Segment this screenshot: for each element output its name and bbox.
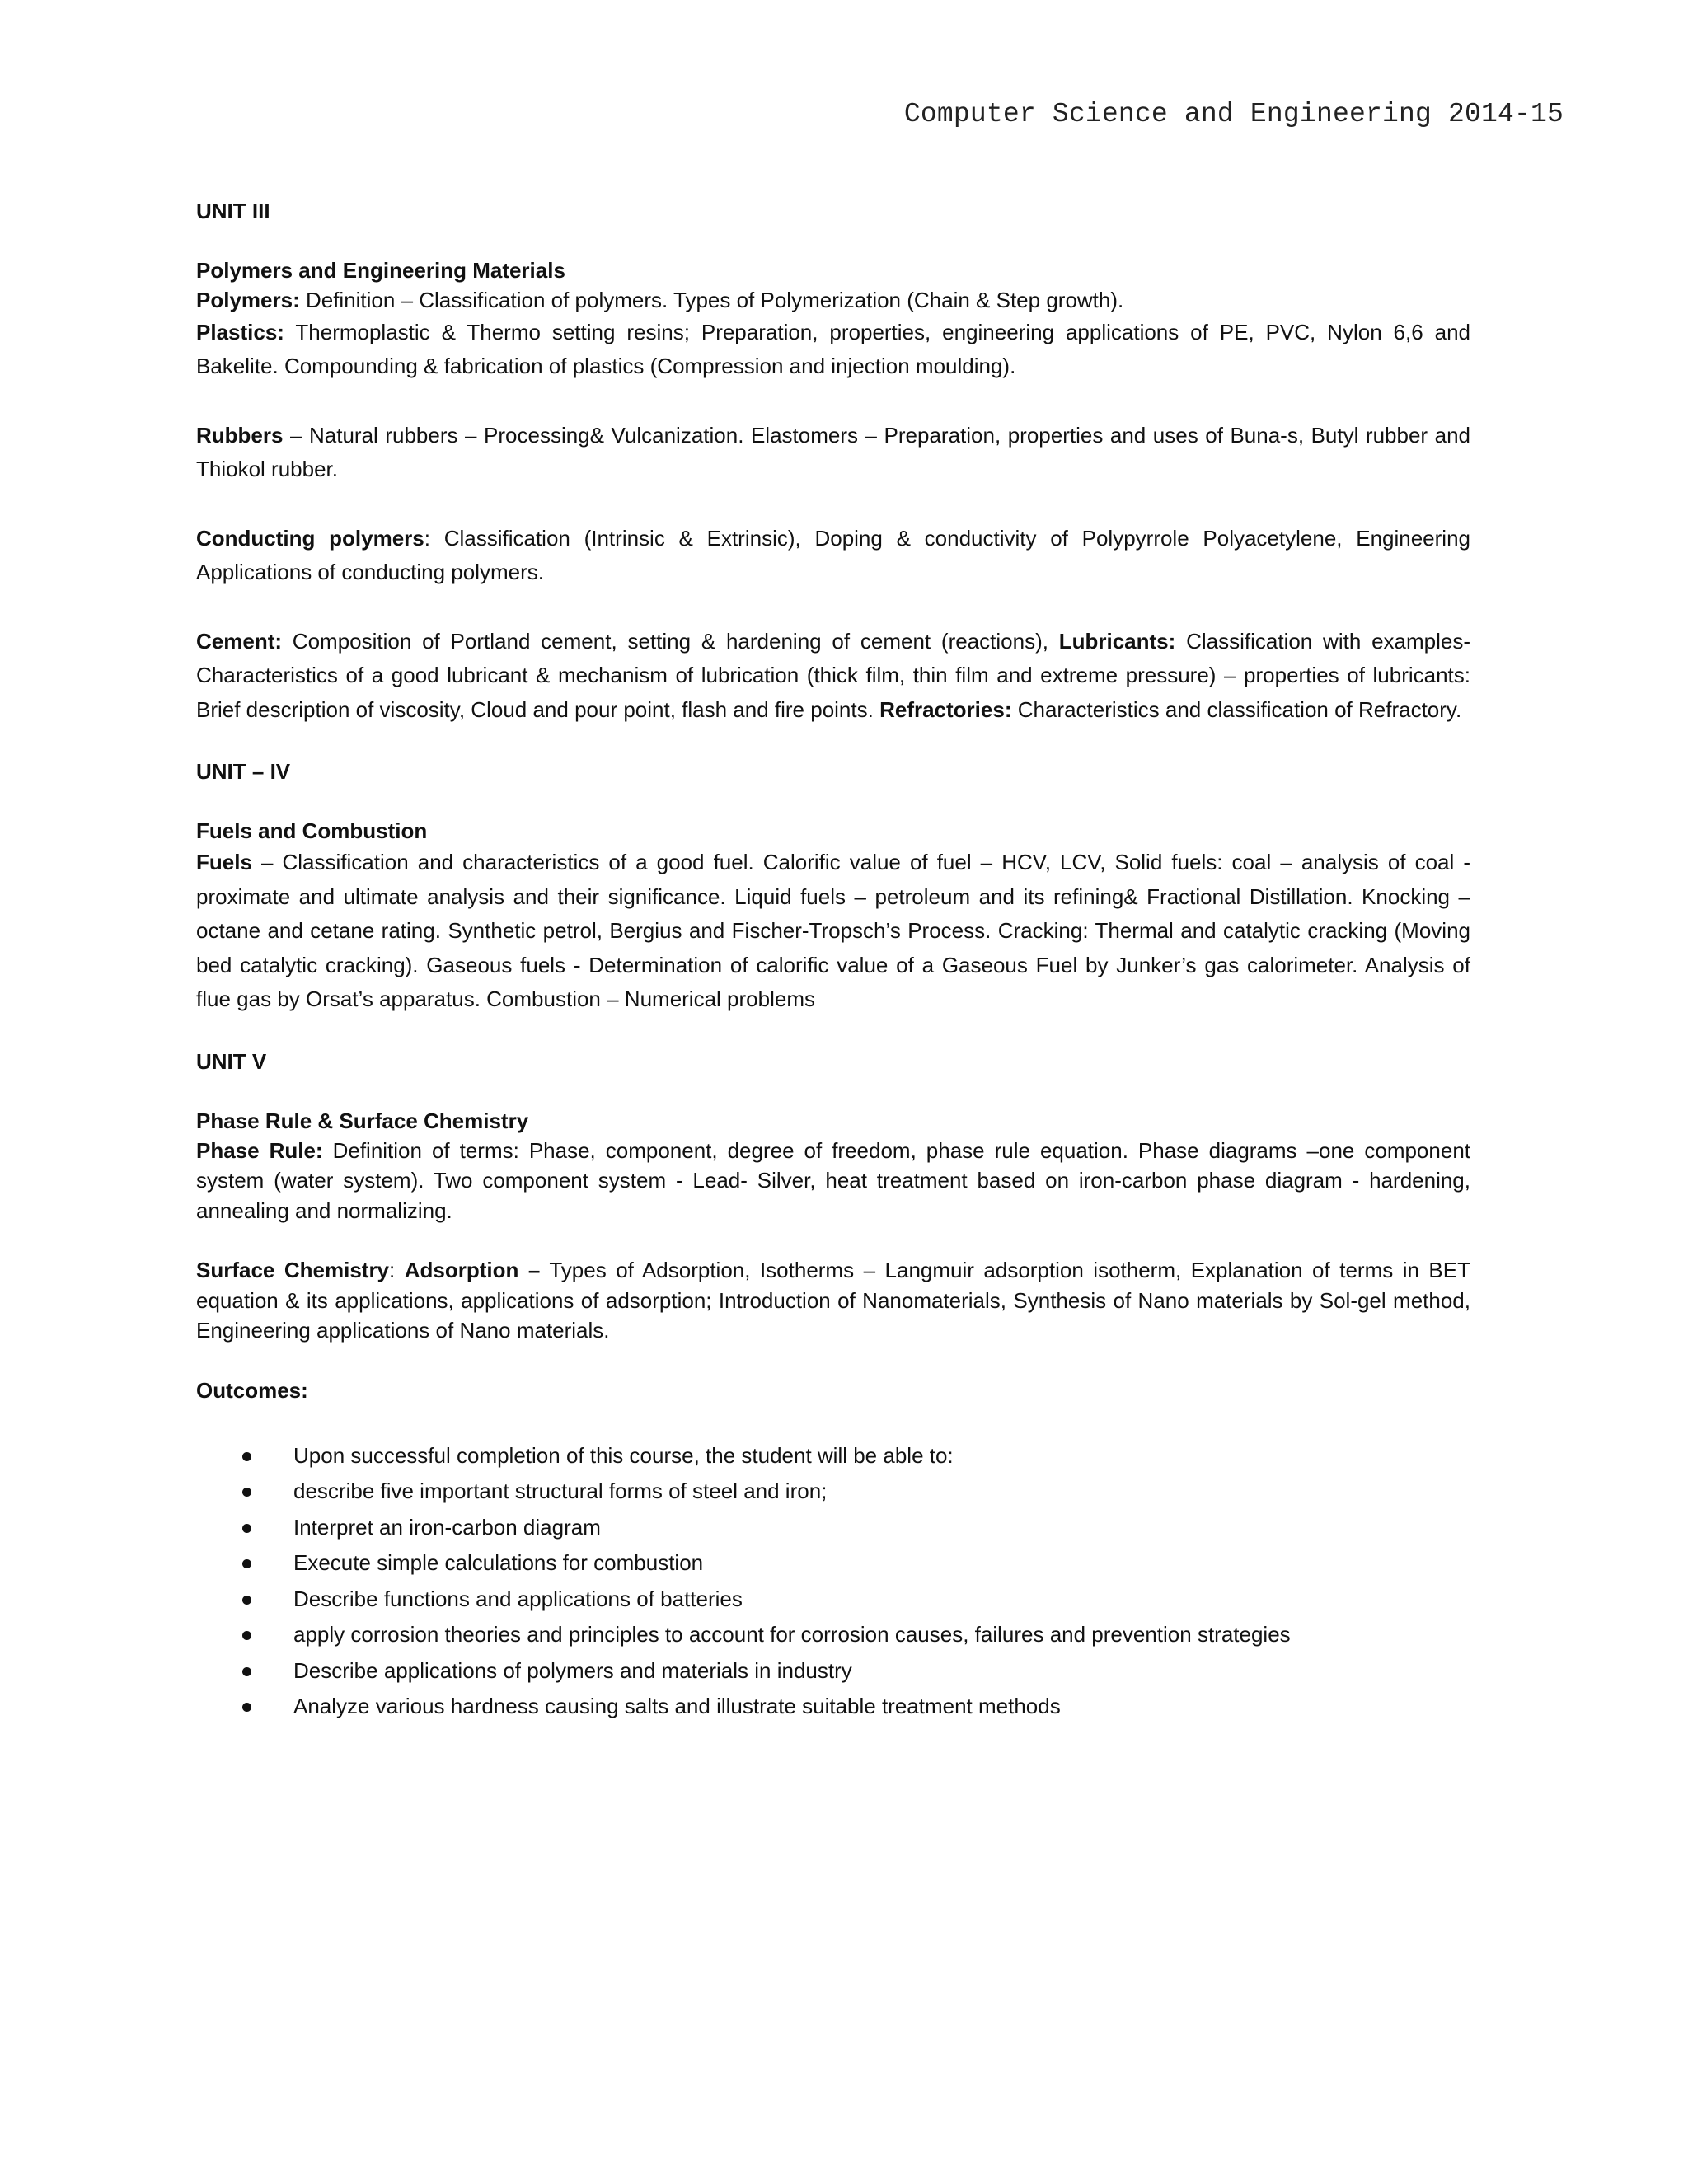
fuels-text: – Classification and characteristics of a good fuel. Calorific value of fuel – HCV, LCV, Solid fuels: coal – analysis of coal - proximate and ultimate analysis and their significance. Liquid fuels – petroleum and its refining& Fractional Distillation. Knocking – octane and cetane rating. Synthetic petrol, Bergius and Fischer-Tropsch’s Process. Cracking: Thermal and catalytic cracking (Moving bed catalytic cracking). Gaseous fuels - Determination of calorific value of a Gaseous Fuel by Junker’s gas calorimeter. Analysis of flue gas by Orsat’s apparatus. Combustion – Numerical problems	[196, 850, 1470, 1011]
unit-5-heading: UNIT V	[196, 1048, 267, 1074]
unit-3-heading: UNIT III	[196, 199, 270, 223]
outcome-text: Describe functions and applications of batteries	[293, 1586, 743, 1611]
rubbers-label: Rubbers	[196, 422, 284, 448]
adsorption-label: Adsorption –	[404, 1258, 541, 1282]
plastics-text: Thermoplastic & Thermo setting resins; Preparation, properties, engineering applications of PE, PVC, Nylon 6,6 and Bakelite. Compounding & fabrication of plastics (Compression and injection moulding).	[196, 319, 1470, 378]
list-item	[196, 1689, 1470, 1725]
lubricants-label: Lubricants:	[1058, 628, 1176, 654]
refractories-text: Characteristics and classification of Refractory.	[1011, 696, 1462, 722]
bullet-icon	[242, 1703, 251, 1712]
fuels-label: Fuels	[196, 850, 252, 874]
polymers-label: Polymers:	[196, 288, 300, 312]
surface-chemistry-paragraph	[196, 1255, 1470, 1346]
polymers-paragraph	[196, 285, 1470, 316]
outcomes-heading: Outcomes:	[196, 1377, 308, 1403]
bullet-icon	[242, 1631, 251, 1640]
surface-chemistry-separator: :	[389, 1258, 405, 1282]
conducting-polymers-paragraph	[196, 522, 1470, 590]
refractories-label: Refractories:	[879, 696, 1012, 722]
outcome-text: Execute simple calculations for combustion	[293, 1550, 704, 1575]
surface-chemistry-label: Surface Chemistry	[196, 1258, 390, 1282]
bullet-icon	[242, 1559, 251, 1568]
phase-rule-label: Phase Rule:	[196, 1137, 323, 1163]
list-item	[196, 1474, 1470, 1510]
cement-label: Cement:	[196, 628, 283, 654]
plastics-paragraph	[196, 316, 1470, 384]
surface-chemistry-text: Types of Adsorption, Isotherms – Langmuir adsorption isotherm, Explanation of terms in BET equation & its applications, applications of adsorption; Introduction of Nanomaterials, Synthesis of Nano materials by Sol-gel method, Engineering applications of Nano materials.	[196, 1258, 1470, 1343]
bullet-icon	[242, 1596, 251, 1605]
bullet-icon	[242, 1524, 251, 1533]
lubricants-text: Classification with examples- Characteristics of a good lubricant & mechanism of lubrication (thick film, thin film and extreme pressure) – properties of lubricants: Brief description of viscosity, Cloud and pour point, flash and fire points.	[196, 628, 1470, 722]
list-item	[196, 1617, 1470, 1653]
outcome-text: Analyze various hardness causing salts and illustrate suitable treatment methods	[293, 1694, 1061, 1718]
bullet-icon	[242, 1667, 251, 1676]
outcome-text: Interpret an iron-carbon diagram	[293, 1514, 601, 1540]
conducting-polymers-text: : Classification (Intrinsic & Extrinsic), Doping & conductivity of Polypyrrole Polyacetylene, Engineering Applications of conducting polymers.	[196, 525, 1470, 584]
outcomes-list	[196, 1438, 1470, 1725]
unit-5-topic: Phase Rule & Surface Chemistry	[196, 1108, 529, 1133]
conducting-polymers-label: Conducting polymers	[196, 525, 424, 551]
plastics-label: Plastics:	[196, 319, 284, 344]
list-item	[196, 1510, 1470, 1546]
rubbers-text: – Natural rubbers – Processing& Vulcanization. Elastomers – Preparation, properties and uses of Buna-s, Butyl rubber and Thiokol rubber.	[196, 422, 1470, 481]
list-item	[196, 1545, 1470, 1582]
phase-rule-text: Definition of terms: Phase, component, degree of freedom, phase rule equation. Phase diagrams –one component system (water system). Two component system - Lead- Silver, heat treatment based on iron-carbon phase diagram - hardening, annealing and normalizing.	[196, 1137, 1470, 1223]
rubbers-paragraph	[196, 419, 1470, 487]
list-item	[196, 1582, 1470, 1618]
list-item	[196, 1438, 1470, 1474]
outcome-text: describe five important structural forms of steel and iron;	[293, 1479, 828, 1503]
outcome-text: Describe applications of polymers and materials in industry	[293, 1657, 852, 1683]
cement-text: Composition of Portland cement, setting & hardening of cement (reactions),	[282, 628, 1059, 654]
outcome-text: apply corrosion theories and principles to account for corrosion causes, failures and prevention strategies	[293, 1622, 1291, 1647]
unit-3-topic: Polymers and Engineering Materials	[196, 258, 565, 283]
fuels-paragraph	[196, 846, 1470, 1017]
bullet-icon	[242, 1452, 251, 1461]
polymers-text: Definition – Classification of polymers. Types of Polymerization (Chain & Step growth).	[299, 288, 1124, 312]
list-item	[196, 1653, 1470, 1690]
page-header: Computer Science and Engineering 2014-15	[903, 99, 1564, 129]
phase-rule-paragraph	[196, 1136, 1470, 1226]
document-content	[196, 196, 1470, 1725]
bullet-icon	[242, 1488, 251, 1497]
outcome-text: Upon successful completion of this course, the student will be able to:	[293, 1442, 954, 1468]
unit-4-heading: UNIT – IV	[196, 759, 291, 784]
cement-paragraph	[196, 625, 1470, 728]
unit-4-topic: Fuels and Combustion	[196, 818, 428, 843]
